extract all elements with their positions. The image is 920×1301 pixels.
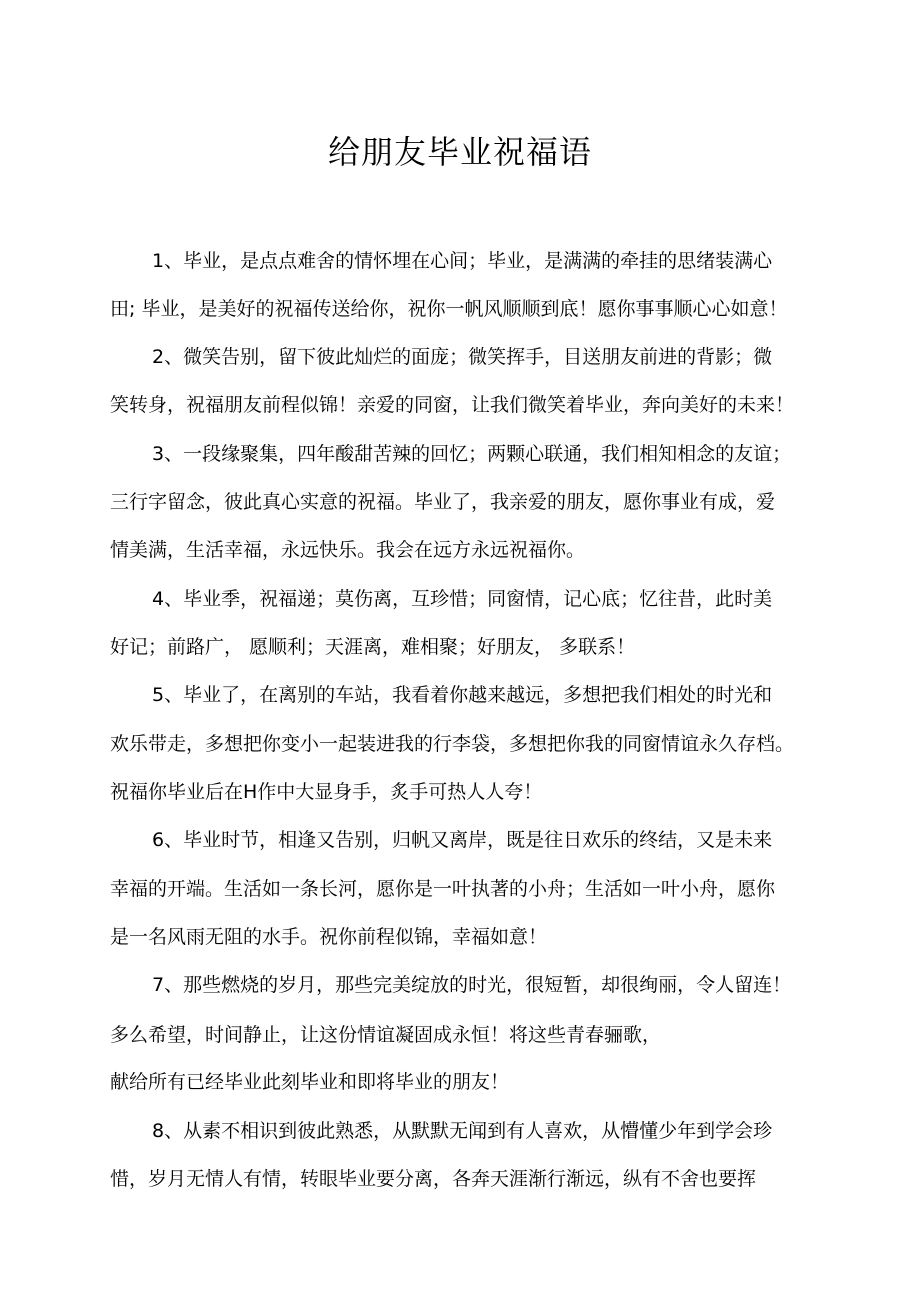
paragraph-1-line-2: 田; 毕业，是美好的祝福传送给你，祝你一帆风顺顺到底！愿你事事顺心心如意！ [110, 298, 788, 320]
paragraph-6-line-3: 是一名风雨无阻的水手。祝你前程似锦，幸福如意！ [110, 926, 548, 948]
paragraph-8-line-2: 惜，岁月无情人有情，转眼毕业要分离，各奔天涯渐行渐远，纵有不舍也要挥 [110, 1168, 757, 1190]
paragraph-7-line-3: 献给所有已经毕业此刻毕业和即将毕业的朋友！ [110, 1071, 510, 1093]
paragraph-7-line-1: 7、那些燃烧的岁月，那些完美绽放的时光，很短暂，却很绚丽，令人留连！ [152, 974, 792, 996]
paragraph-4-line-1: 4、毕业季，祝福递；莫伤离，互珍惜；同窗情，记心底；忆往昔，此时美 [152, 588, 773, 610]
paragraph-3-line-2: 三行字留念，彼此真心实意的祝福。毕业了，我亲爱的朋友，愿你事业有成，爱 [110, 491, 776, 513]
paragraph-2-line-2: 笑转身，祝福朋友前程似锦！亲爱的同窗，让我们微笑着毕业，奔向美好的未来！ [110, 394, 795, 416]
paragraph-4-line-2: 好记；前路广， 愿顺利；天涯离，难相聚；好朋友， 多联系！ [110, 636, 636, 658]
paragraph-5-line-3: 祝福你毕业后在H作中大显身手，炙手可热人人夸！ [110, 781, 543, 803]
document-title: 给朋友毕业祝福语 [327, 133, 592, 171]
paragraph-7-line-2: 多么希望，时间静止，让这份情谊凝固成永恒！将这些青春骊歌， [110, 1024, 662, 1046]
paragraph-8-line-1: 8、从素不相识到彼此熟悉，从默默无闻到有人喜欢，从懵懂少年到学会珍 [152, 1120, 773, 1142]
paragraph-1-line-1: 1、毕业，是点点难舍的情怀埋在心间；毕业，是满满的牵挂的思绪装满心 [152, 250, 773, 272]
paragraph-6-line-1: 6、毕业时节，相逢又告别，归帆又离岸，既是往日欢乐的终结，又是未来 [152, 829, 773, 851]
paragraph-6-line-2: 幸福的开端。生活如一条长河，愿你是一叶执著的小舟；生活如一叶小舟，愿你 [110, 878, 776, 900]
paragraph-2-line-1: 2、微笑告别，留下彼此灿烂的面庞；微笑挥手，目送朋友前进的背影；微 [152, 346, 773, 368]
paragraph-3-line-3: 情美满，生活幸福，永远快乐。我会在远方永远祝福你。 [110, 539, 586, 561]
paragraph-3-line-1: 3、一段缘聚集，四年酸甜苦辣的回忆；两颗心联通，我们相知相念的友谊； [152, 443, 792, 465]
paragraph-5-line-1: 5、毕业了，在离别的车站，我看着你越来越远，多想把我们相处的时光和 [152, 684, 773, 706]
paragraph-5-line-2: 欢乐带走，多想把你变小一起装进我的行李袋，多想把你我的同窗情谊永久存档。 [110, 733, 795, 755]
